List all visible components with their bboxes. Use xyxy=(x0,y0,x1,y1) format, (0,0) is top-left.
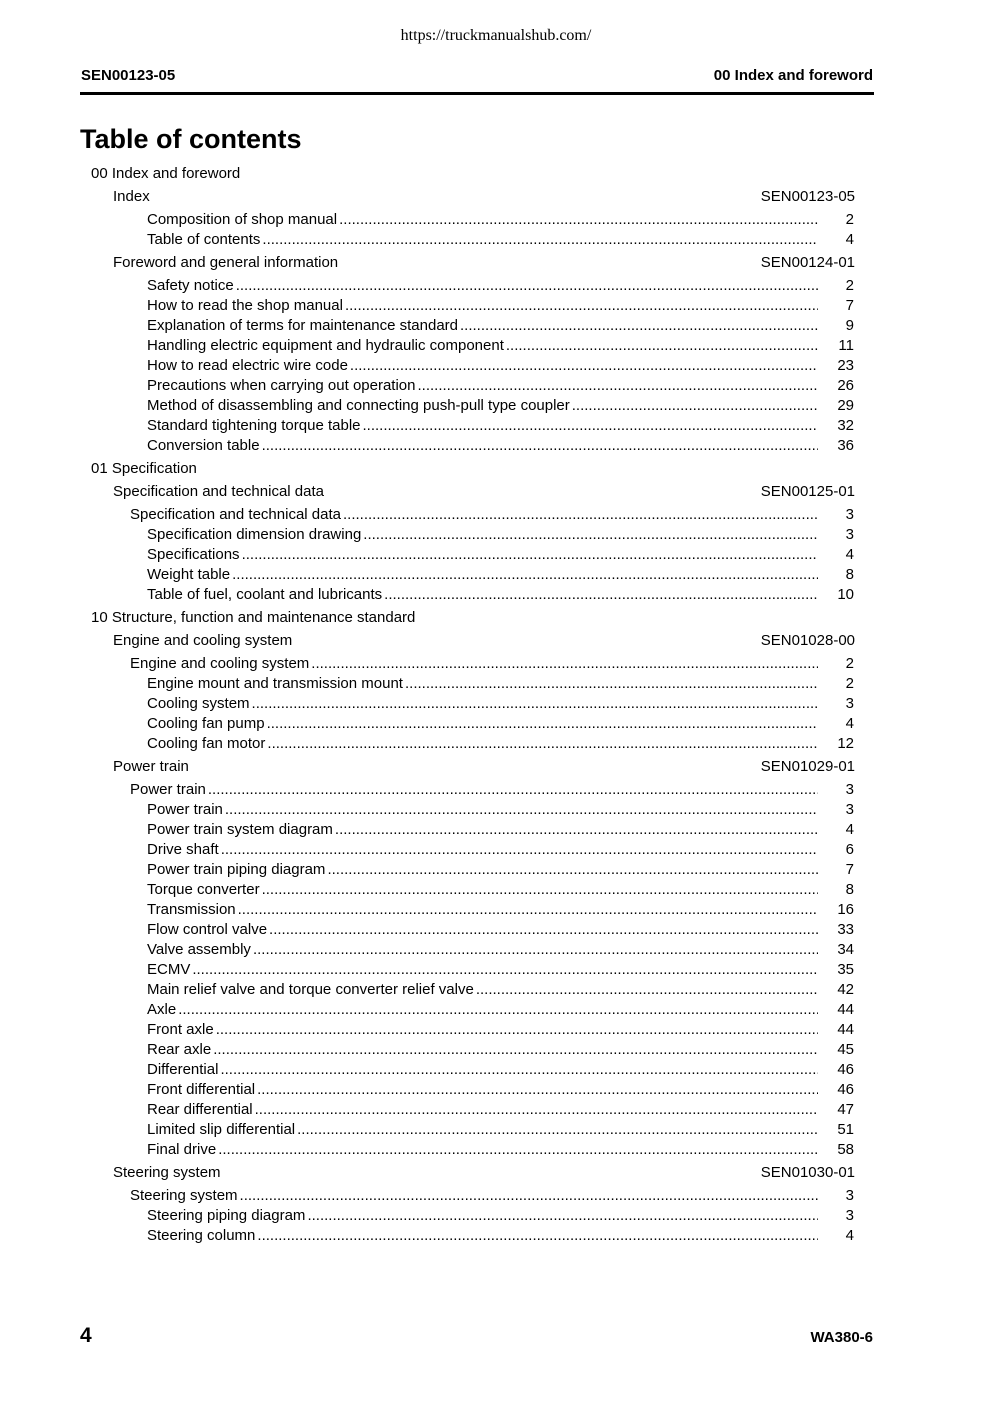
dot-leader xyxy=(267,735,818,753)
toc-chapter-title: Specification and technical data xyxy=(113,483,324,500)
toc-entry-page: 33 xyxy=(837,921,854,938)
toc-entry-label: Rear differential xyxy=(147,1101,253,1118)
toc-entry-label: Steering system xyxy=(130,1187,238,1204)
toc-entry-label: Steering column xyxy=(147,1227,256,1244)
dot-leader xyxy=(253,941,818,959)
toc-entry-label: Power train xyxy=(130,781,206,798)
toc-entry-page: 4 xyxy=(845,546,854,563)
dot-leader xyxy=(257,1227,818,1245)
toc-entry-page: 6 xyxy=(845,841,854,858)
toc-entry[interactable] xyxy=(147,357,854,375)
toc-entry-page: 3 xyxy=(845,801,854,818)
toc-entry[interactable] xyxy=(147,1207,854,1225)
toc-entry-label: Specifications xyxy=(147,546,240,563)
toc-chapter[interactable] xyxy=(113,483,855,501)
dot-leader xyxy=(192,961,818,979)
toc-entry-label: Safety notice xyxy=(147,277,234,294)
dot-leader xyxy=(476,981,818,999)
toc-section-heading: 10 Structure, function and maintenance standard xyxy=(91,609,416,626)
toc-entry[interactable] xyxy=(147,981,854,999)
toc-entry[interactable] xyxy=(147,695,854,713)
toc-chapter[interactable] xyxy=(113,632,855,650)
footer-page-number: 4 xyxy=(80,1324,92,1347)
dot-leader xyxy=(218,1141,818,1159)
toc-chapter-code: SEN01028-00 xyxy=(760,632,855,649)
dot-leader xyxy=(363,417,819,435)
toc-entry-label: ECMV xyxy=(147,961,191,978)
toc-entry-page: 4 xyxy=(845,821,854,838)
header-section-title: 00 Index and foreword xyxy=(713,67,873,84)
footer-model: WA380-6 xyxy=(810,1329,873,1346)
toc-entry[interactable] xyxy=(147,1141,854,1159)
dot-leader xyxy=(343,506,818,524)
dot-leader xyxy=(311,655,818,673)
dot-leader xyxy=(238,901,818,919)
toc-entry[interactable] xyxy=(147,675,854,693)
toc-entry-page: 2 xyxy=(845,211,854,228)
toc-entry[interactable] xyxy=(147,211,854,229)
toc-chapter-title: Index xyxy=(113,188,150,205)
dot-leader xyxy=(262,881,818,899)
toc-entry-label: Cooling system xyxy=(147,695,250,712)
toc-entry-page: 23 xyxy=(837,357,854,374)
toc-entry-page: 3 xyxy=(845,695,854,712)
toc-entry-label: Specification and technical data xyxy=(130,506,341,523)
toc-entry-page: 7 xyxy=(845,861,854,878)
toc-chapter-code: SEN01029-01 xyxy=(760,758,855,775)
toc-entry-label: Flow control valve xyxy=(147,921,268,938)
toc-entry-page: 2 xyxy=(845,675,854,692)
dot-leader xyxy=(269,921,818,939)
toc-chapter-code: SEN00124-01 xyxy=(760,254,855,271)
toc-entry-page: 2 xyxy=(845,655,854,672)
toc-entry[interactable] xyxy=(147,821,854,839)
toc-entry-label: Torque converter xyxy=(147,881,260,898)
toc-entry-label: Power train xyxy=(147,801,223,818)
dot-leader xyxy=(572,397,818,415)
toc-entry-label: Steering piping diagram xyxy=(147,1207,306,1224)
toc-entry[interactable] xyxy=(147,861,854,879)
toc-entry-page: 10 xyxy=(837,586,854,603)
toc-entry-label: Weight table xyxy=(147,566,231,583)
toc-entry[interactable] xyxy=(147,1041,854,1059)
dot-leader xyxy=(335,821,818,839)
toc-entry-label: Power train piping diagram xyxy=(147,861,326,878)
toc-entry-page: 4 xyxy=(845,231,854,248)
toc-entry[interactable] xyxy=(147,1227,854,1245)
toc-entry-label: How to read the shop manual xyxy=(147,297,343,314)
toc-entry-page: 3 xyxy=(845,781,854,798)
dot-leader xyxy=(297,1121,818,1139)
toc-entry[interactable] xyxy=(130,506,854,524)
toc-entry-label: Limited slip differential xyxy=(147,1121,296,1138)
toc-entry-label: Power train system diagram xyxy=(147,821,333,838)
toc-entry-label: Final drive xyxy=(147,1141,217,1158)
toc-entry[interactable] xyxy=(147,231,854,249)
dot-leader xyxy=(262,231,818,249)
dot-leader xyxy=(257,1081,818,1099)
toc-entry-label: Transmission xyxy=(147,901,236,918)
toc-entry-label: Handling electric equipment and hydraulic component xyxy=(147,337,504,354)
dot-leader xyxy=(221,841,818,859)
dot-leader xyxy=(242,546,818,564)
toc-entry-page: 3 xyxy=(845,506,854,523)
toc-entry[interactable] xyxy=(147,801,854,819)
dot-leader xyxy=(339,211,818,229)
toc-chapter[interactable] xyxy=(113,758,855,776)
toc-entry-label: Valve assembly xyxy=(147,941,251,958)
toc-entry-page: 29 xyxy=(837,397,854,414)
toc-entry[interactable] xyxy=(147,841,854,859)
dot-leader xyxy=(225,801,818,819)
toc-entry[interactable] xyxy=(147,277,854,295)
toc-entry-label: Composition of shop manual xyxy=(147,211,338,228)
toc-entry[interactable] xyxy=(147,417,854,435)
toc-entry[interactable] xyxy=(147,566,854,584)
toc-entry-label: Specification dimension drawing xyxy=(147,526,362,543)
toc-entry-label: Precautions when carrying out operation xyxy=(147,377,416,394)
toc-entry-page: 36 xyxy=(837,437,854,454)
dot-leader xyxy=(307,1207,818,1225)
toc-entry-page: 3 xyxy=(845,526,854,543)
toc-chapter-title: Foreword and general information xyxy=(113,254,339,271)
toc-entry[interactable] xyxy=(147,526,854,544)
dot-leader xyxy=(236,277,818,295)
dot-leader xyxy=(178,1001,818,1019)
toc-entry[interactable] xyxy=(130,655,854,673)
toc-entry-page: 51 xyxy=(837,1121,854,1138)
toc-entry-page: 12 xyxy=(837,735,854,752)
toc-chapter[interactable] xyxy=(113,254,855,272)
dot-leader xyxy=(208,781,818,799)
toc-entry-label: Drive shaft xyxy=(147,841,219,858)
toc-entry-label: Explanation of terms for maintenance standard xyxy=(147,317,459,334)
toc-entry-page: 46 xyxy=(837,1061,854,1078)
toc-entry-label: Rear axle xyxy=(147,1041,212,1058)
dot-leader xyxy=(255,1101,818,1119)
toc-entry[interactable] xyxy=(147,961,854,979)
toc-entry-page: 7 xyxy=(845,297,854,314)
toc-entry-label: Cooling fan pump xyxy=(147,715,265,732)
toc-entry[interactable] xyxy=(130,781,854,799)
toc-entry-label: Engine and cooling system xyxy=(130,655,310,672)
toc-entry-label: Table of contents xyxy=(147,231,261,248)
toc-entry-page: 44 xyxy=(837,1021,854,1038)
toc-entry-label: Front differential xyxy=(147,1081,256,1098)
toc-entry-page: 2 xyxy=(845,277,854,294)
toc-chapter[interactable] xyxy=(113,1164,855,1182)
toc-entry-label: Standard tightening torque table xyxy=(147,417,361,434)
dot-leader xyxy=(363,526,818,544)
toc-entry-page: 46 xyxy=(837,1081,854,1098)
toc-entry-page: 44 xyxy=(837,1001,854,1018)
toc-entry-page: 8 xyxy=(845,881,854,898)
dot-leader xyxy=(216,1021,818,1039)
dot-leader xyxy=(506,337,818,355)
toc-entry-label: Method of disassembling and connecting push-pull type coupler xyxy=(147,397,570,414)
toc-entry-page: 34 xyxy=(837,941,854,958)
toc-entry[interactable] xyxy=(147,397,854,415)
toc-entry-label: Engine mount and transmission mount xyxy=(147,675,403,692)
toc-entry[interactable] xyxy=(147,1021,854,1039)
toc-entry-page: 42 xyxy=(837,981,854,998)
dot-leader xyxy=(327,861,818,879)
toc-section-heading: 01 Specification xyxy=(91,460,197,477)
toc-chapter-title: Engine and cooling system xyxy=(113,632,293,649)
source-url[interactable]: https://truckmanualshub.com/ xyxy=(400,27,592,44)
dot-leader xyxy=(262,437,818,455)
toc-entry[interactable] xyxy=(147,297,854,315)
toc-chapter[interactable] xyxy=(113,188,855,206)
toc-entry-page: 4 xyxy=(845,1227,854,1244)
toc-entry[interactable] xyxy=(147,337,854,355)
toc-entry-label: Cooling fan motor xyxy=(147,735,266,752)
toc-entry-page: 32 xyxy=(837,417,854,434)
dot-leader xyxy=(418,377,819,395)
toc-section-heading: 00 Index and foreword xyxy=(91,165,241,182)
dot-leader xyxy=(240,1187,818,1205)
toc-entry-label: Conversion table xyxy=(147,437,260,454)
toc-entry[interactable] xyxy=(147,1061,854,1079)
dot-leader xyxy=(405,675,818,693)
toc-entry-page: 26 xyxy=(837,377,854,394)
toc-entry[interactable] xyxy=(147,437,854,455)
dot-leader xyxy=(267,715,818,733)
toc-entry-page: 47 xyxy=(837,1101,854,1118)
header-rule xyxy=(80,92,874,95)
toc-entry[interactable] xyxy=(147,377,854,395)
toc-entry-page: 4 xyxy=(845,715,854,732)
dot-leader xyxy=(350,357,818,375)
toc-entry-page: 3 xyxy=(845,1207,854,1224)
dot-leader xyxy=(384,586,818,604)
toc-entry[interactable] xyxy=(130,1187,854,1205)
toc-entry[interactable] xyxy=(147,901,854,919)
toc-entry-page: 8 xyxy=(845,566,854,583)
toc-entry[interactable] xyxy=(147,715,854,733)
toc-entry[interactable] xyxy=(147,1081,854,1099)
toc-entry-page: 35 xyxy=(837,961,854,978)
header-doc-code: SEN00123-05 xyxy=(81,67,176,84)
toc-entry-label: Differential xyxy=(147,1061,219,1078)
dot-leader xyxy=(232,566,818,584)
toc-entry-page: 45 xyxy=(837,1041,854,1058)
toc-entry-label: Front axle xyxy=(147,1021,214,1038)
toc-entry-page: 3 xyxy=(845,1187,854,1204)
toc-entry-label: Table of fuel, coolant and lubricants xyxy=(147,586,383,603)
toc-entry-label: How to read electric wire code xyxy=(147,357,348,374)
toc-entry-label: Main relief valve and torque converter relief valve xyxy=(147,981,474,998)
page-title: Table of contents xyxy=(80,124,302,154)
toc-entry[interactable] xyxy=(147,921,854,939)
toc-entry-page: 58 xyxy=(837,1141,854,1158)
toc-entry[interactable] xyxy=(147,735,854,753)
toc-entry-page: 11 xyxy=(838,337,854,354)
toc-entry[interactable] xyxy=(147,881,854,899)
toc-chapter-code: SEN00123-05 xyxy=(760,188,855,205)
toc-chapter-code: SEN00125-01 xyxy=(760,483,855,500)
toc-entry[interactable] xyxy=(147,1001,854,1019)
dot-leader xyxy=(220,1061,818,1079)
dot-leader xyxy=(460,317,818,335)
toc-entry[interactable] xyxy=(147,1121,854,1139)
toc-entry[interactable] xyxy=(147,941,854,959)
toc-entry[interactable] xyxy=(147,586,854,604)
dot-leader xyxy=(252,695,818,713)
toc-entry[interactable] xyxy=(147,317,854,335)
toc-chapter-title: Steering system xyxy=(113,1164,221,1181)
toc-entry-page: 9 xyxy=(845,317,854,334)
toc-entry-label: Axle xyxy=(147,1001,177,1018)
toc-entry[interactable] xyxy=(147,1101,854,1119)
dot-leader xyxy=(345,297,818,315)
toc-chapter-title: Power train xyxy=(113,758,189,775)
toc-chapter-code: SEN01030-01 xyxy=(760,1164,855,1181)
toc-entry[interactable] xyxy=(147,546,854,564)
dot-leader xyxy=(213,1041,818,1059)
toc-entry-page: 16 xyxy=(837,901,854,918)
